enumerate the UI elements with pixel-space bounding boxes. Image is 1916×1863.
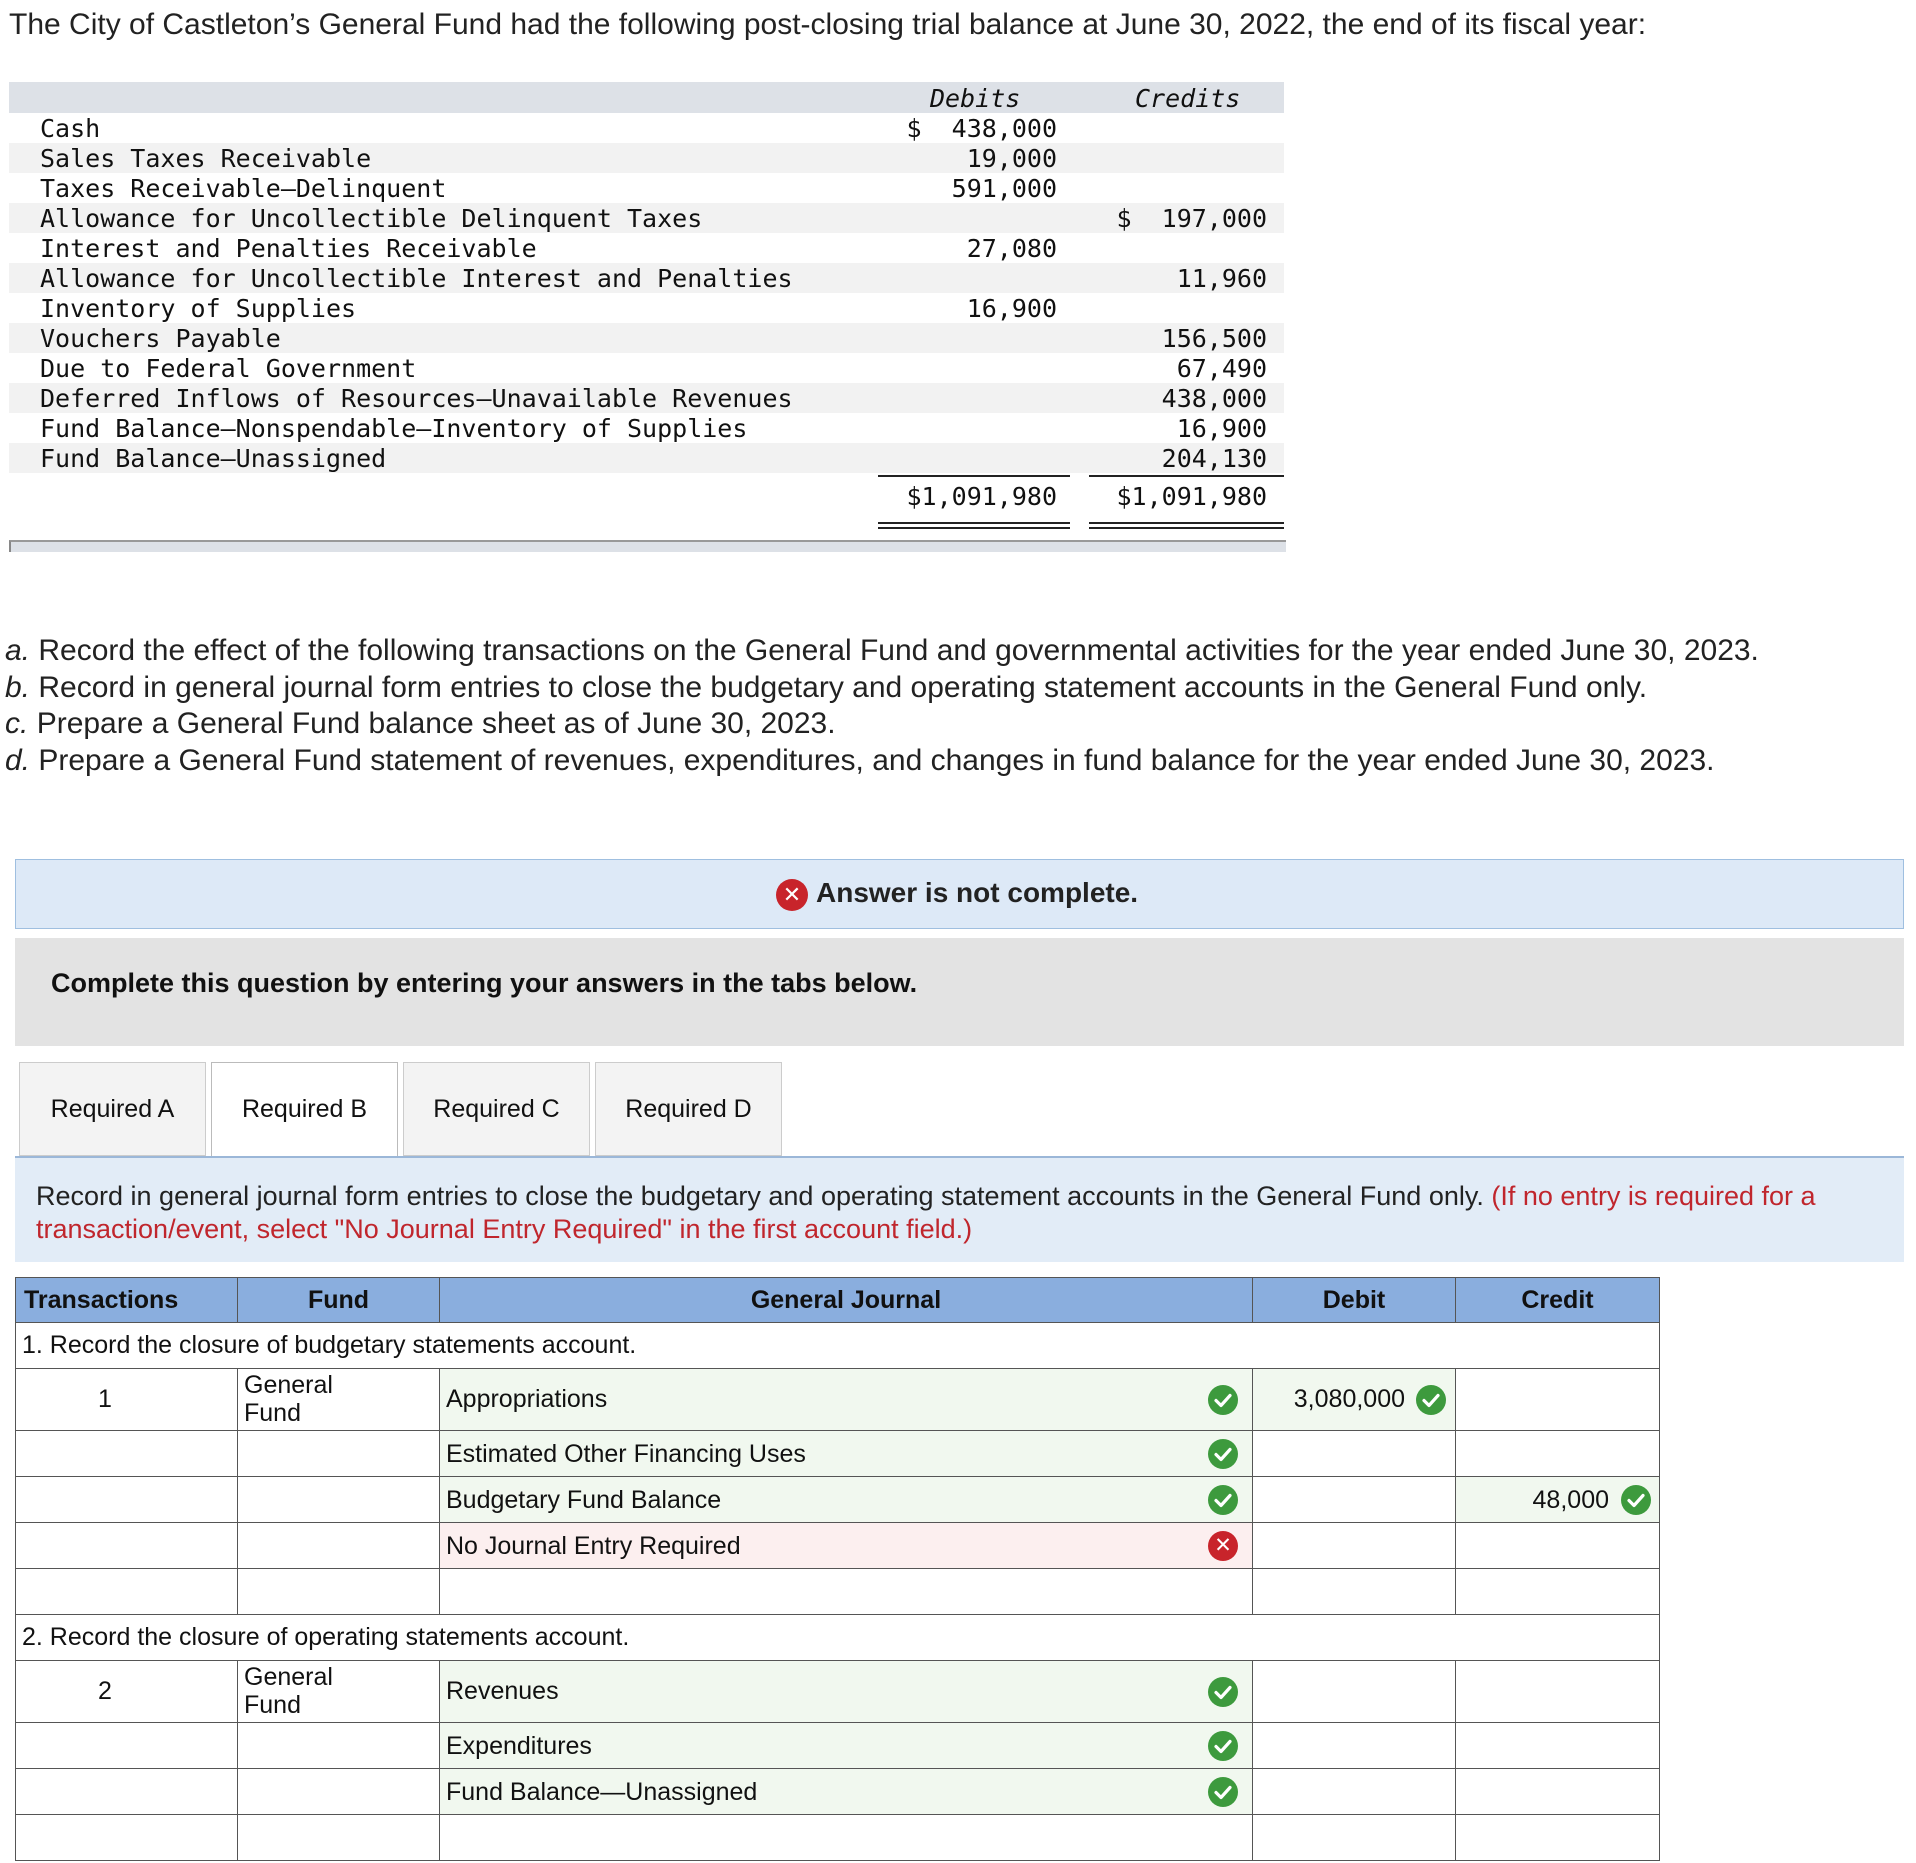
transaction-cell bbox=[15, 1476, 238, 1523]
credit-input[interactable]: 48,000 bbox=[1455, 1476, 1660, 1523]
fund-cell[interactable] bbox=[237, 1814, 440, 1861]
checkmark-icon bbox=[1416, 1385, 1446, 1415]
debit-input[interactable] bbox=[1252, 1768, 1456, 1815]
tb-account: Due to Federal Government bbox=[40, 354, 417, 383]
credit-input[interactable] bbox=[1455, 1768, 1660, 1815]
transaction-cell bbox=[15, 1568, 238, 1615]
debit-input[interactable]: 3,080,000 bbox=[1252, 1368, 1456, 1431]
trial-balance bbox=[9, 82, 1284, 552]
requirement-a: a. Record the effect of the following transactions on the General Fund and governmental activities for the year ended June 30, 2023. bbox=[5, 634, 1759, 667]
tb-account: Inventory of Supplies bbox=[40, 294, 357, 323]
account-select[interactable]: Appropriations bbox=[439, 1368, 1253, 1431]
tab-instruction-box bbox=[15, 1158, 1904, 1262]
trial-balance-footer bbox=[9, 540, 1286, 552]
tb-row bbox=[9, 263, 1284, 293]
intro-text: The City of Castleton’s General Fund had the following post-closing trial balance at June 30, 2022, the end of its fiscal year: bbox=[9, 8, 1647, 41]
tb-account: Fund Balance—Nonspendable—Inventory of Supplies bbox=[40, 414, 748, 443]
checkmark-icon bbox=[1208, 1777, 1238, 1807]
tb-account: Vouchers Payable bbox=[40, 324, 281, 353]
credit-input[interactable] bbox=[1455, 1814, 1660, 1861]
tb-credit: 204,130 bbox=[1161, 444, 1267, 473]
transaction-cell bbox=[15, 1768, 238, 1815]
col-general-journal: General Journal bbox=[439, 1277, 1253, 1323]
instruction-box bbox=[15, 938, 1904, 1046]
tb-row bbox=[9, 383, 1284, 413]
fund-cell[interactable]: General Fund bbox=[237, 1368, 440, 1431]
requirement-d: d. Prepare a General Fund statement of revenues, expenditures, and changes in fund balance for the year ended June 30, 2023. bbox=[5, 743, 1715, 777]
tb-account: Taxes Receivable—Delinquent bbox=[40, 174, 447, 203]
answer-status-banner bbox=[15, 859, 1904, 929]
answer-status-text: Answer is not complete. bbox=[816, 877, 1139, 908]
tb-account: Fund Balance—Unassigned bbox=[40, 444, 387, 473]
debit-input[interactable] bbox=[1252, 1722, 1456, 1769]
col-debit: Debit bbox=[1252, 1277, 1456, 1323]
tb-row bbox=[9, 353, 1284, 383]
transaction-cell bbox=[15, 1722, 238, 1769]
requirement-c: c. Prepare a General Fund balance sheet as of June 30, 2023. bbox=[5, 707, 836, 740]
tab-required-c[interactable]: Required C bbox=[403, 1062, 590, 1156]
debit-input[interactable] bbox=[1252, 1568, 1456, 1615]
credit-input[interactable] bbox=[1455, 1568, 1660, 1615]
tb-row bbox=[9, 233, 1284, 263]
tb-row bbox=[9, 113, 1284, 143]
tb-debit: 27,080 bbox=[966, 234, 1057, 263]
tb-account: Allowance for Uncollectible Delinquent Taxes bbox=[40, 204, 703, 233]
checkmark-icon bbox=[1208, 1385, 1238, 1415]
col-credit: Credit bbox=[1455, 1277, 1660, 1323]
tb-row bbox=[9, 203, 1284, 233]
tab-required-b[interactable]: Required B bbox=[211, 1062, 398, 1158]
credit-double-rule bbox=[1089, 522, 1284, 529]
account-select[interactable]: Fund Balance—Unassigned bbox=[439, 1768, 1253, 1815]
account-select[interactable]: Estimated Other Financing Uses bbox=[439, 1430, 1253, 1477]
debit-input[interactable] bbox=[1252, 1522, 1456, 1569]
tb-row bbox=[9, 323, 1284, 353]
checkmark-icon bbox=[1621, 1485, 1651, 1515]
transaction-cell bbox=[15, 1522, 238, 1569]
tb-credit: $ 197,000 bbox=[1116, 204, 1267, 233]
tb-account: Interest and Penalties Receivable bbox=[40, 234, 537, 263]
tb-account: Allowance for Uncollectible Interest and Penalties bbox=[40, 264, 793, 293]
tb-credit: 438,000 bbox=[1161, 384, 1267, 413]
account-select[interactable]: Budgetary Fund Balance bbox=[439, 1476, 1253, 1523]
transaction-cell bbox=[15, 1814, 238, 1861]
debit-double-rule bbox=[878, 522, 1070, 529]
tb-debit: 19,000 bbox=[966, 144, 1057, 173]
tb-row bbox=[9, 293, 1284, 323]
tb-credit: 16,900 bbox=[1176, 414, 1267, 443]
col-fund: Fund bbox=[237, 1277, 440, 1323]
credit-input[interactable] bbox=[1455, 1430, 1660, 1477]
debits-header: Debits bbox=[930, 84, 1021, 113]
account-select[interactable]: Revenues bbox=[439, 1660, 1253, 1723]
debit-input[interactable] bbox=[1252, 1814, 1456, 1861]
tb-credit: 11,960 bbox=[1176, 264, 1267, 293]
fund-cell[interactable] bbox=[237, 1568, 440, 1615]
tb-account: Cash bbox=[40, 114, 101, 143]
transaction-cell bbox=[15, 1430, 238, 1477]
checkmark-icon bbox=[1208, 1677, 1238, 1707]
credit-input[interactable] bbox=[1455, 1522, 1660, 1569]
tab-required-d[interactable]: Required D bbox=[595, 1062, 782, 1156]
x-circle-icon: ✕ bbox=[776, 879, 808, 911]
requirements-list bbox=[5, 633, 1759, 779]
incorrect-icon: ✕ bbox=[1208, 1531, 1238, 1561]
tab-instruction: Record in general journal form entries to close the budgetary and operating statement accounts in the General Fund only. (If no entry is required for a transaction/event, select "No Journal Entry Required" in the first account field.) bbox=[36, 1181, 1816, 1244]
checkmark-icon bbox=[1208, 1439, 1238, 1469]
total-credit: $1,091,980 bbox=[1116, 482, 1267, 511]
tab-required-a[interactable]: Required A bbox=[19, 1062, 206, 1156]
tb-account: Sales Taxes Receivable bbox=[40, 144, 372, 173]
fund-cell[interactable]: General Fund bbox=[237, 1660, 440, 1723]
fund-cell[interactable] bbox=[237, 1430, 440, 1477]
total-debit: $1,091,980 bbox=[906, 482, 1057, 511]
tb-credit: 67,490 bbox=[1176, 354, 1267, 383]
tb-account: Deferred Inflows of Resources—Unavailable Revenues bbox=[40, 384, 793, 413]
fund-cell[interactable] bbox=[237, 1476, 440, 1523]
fund-cell[interactable] bbox=[237, 1768, 440, 1815]
debit-input[interactable] bbox=[1252, 1660, 1456, 1723]
credit-input[interactable] bbox=[1455, 1722, 1660, 1769]
transaction-number: 1 bbox=[15, 1368, 238, 1431]
account-select[interactable]: Expenditures bbox=[439, 1722, 1253, 1769]
section-2-header: 2. Record the closure of operating statements account. bbox=[15, 1614, 1660, 1661]
tb-credit: 156,500 bbox=[1161, 324, 1267, 353]
tb-debit: 16,900 bbox=[966, 294, 1057, 323]
tb-row bbox=[9, 173, 1284, 203]
tb-debit: 591,000 bbox=[951, 174, 1057, 203]
fund-cell[interactable] bbox=[237, 1522, 440, 1569]
col-transactions: Transactions bbox=[15, 1277, 238, 1323]
fund-cell[interactable] bbox=[237, 1722, 440, 1769]
tb-total-row bbox=[9, 481, 1284, 511]
credits-header: Credits bbox=[1135, 84, 1241, 113]
debit-input[interactable] bbox=[1252, 1476, 1456, 1523]
credit-total-rule bbox=[1089, 475, 1284, 477]
account-select[interactable]: No Journal Entry Required ✕ bbox=[439, 1522, 1253, 1569]
checkmark-icon bbox=[1208, 1485, 1238, 1515]
instruction-text: Complete this question by entering your answers in the tabs below. bbox=[51, 968, 918, 998]
tb-row bbox=[9, 413, 1284, 443]
section-1-header: 1. Record the closure of budgetary statements account. bbox=[15, 1322, 1660, 1369]
credit-input[interactable] bbox=[1455, 1368, 1660, 1431]
tab-instruction-note: (If no entry is required for a transaction/event, select "No Journal Entry Required" in the first account field.) bbox=[36, 1181, 1816, 1244]
account-select[interactable] bbox=[439, 1568, 1253, 1615]
trial-balance-header bbox=[9, 82, 1284, 113]
checkmark-icon bbox=[1208, 1731, 1238, 1761]
tb-debit: $ 438,000 bbox=[906, 114, 1057, 143]
tb-row bbox=[9, 443, 1284, 473]
tb-row bbox=[9, 143, 1284, 173]
account-select[interactable] bbox=[439, 1814, 1253, 1861]
transaction-number: 2 bbox=[15, 1660, 238, 1723]
requirement-b: b. Record in general journal form entries to close the budgetary and operating statement accounts in the General Fund only. bbox=[5, 670, 1648, 704]
debit-total-rule bbox=[878, 475, 1070, 477]
credit-input[interactable] bbox=[1455, 1660, 1660, 1723]
debit-input[interactable] bbox=[1252, 1430, 1456, 1477]
